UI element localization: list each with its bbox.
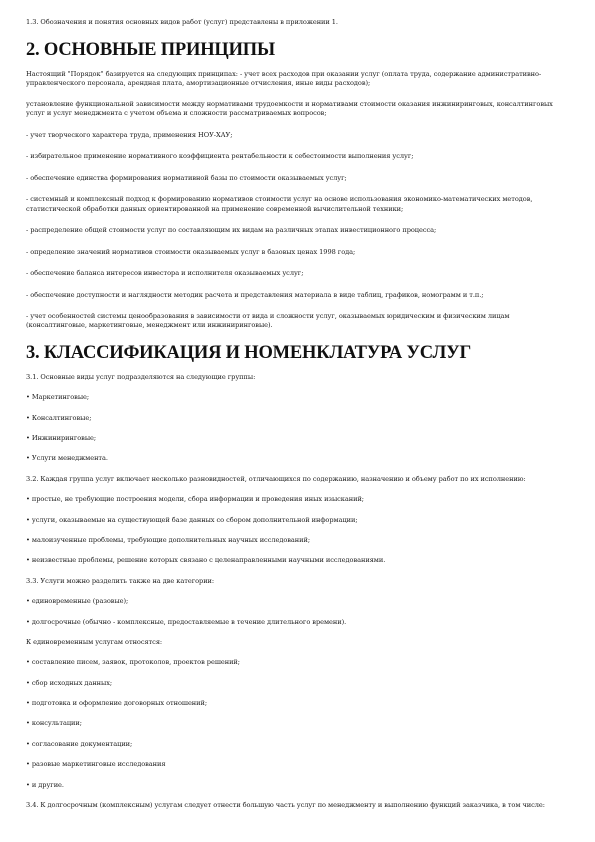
list-item: • простые, не требующие построения модели, сбора информации и проведения иных изысканий; [26,495,364,504]
section-2-heading: 2. ОСНОВНЫЕ ПРИНЦИПЫ [26,39,275,60]
paragraph: К единовременным услугам относятся: [26,637,163,646]
list-item: • Услуги менеджмента. [26,454,108,463]
list-item: • и другие. [26,780,64,789]
section-3-heading: 3. КЛАССИФИКАЦИЯ И НОМЕНКЛАТУРА УСЛУГ [26,342,472,363]
paragraph: - системный и комплексный подход к формированию нормативов стоимости услуг на основе использования экономико-математических методов, статистической обработки данных ориентированной на применение современной вычислительной техники; [26,195,533,213]
paragraph: - избирательное применение нормативного коэффициента рентабельности к себестоимости выполнения услуг; [26,152,414,161]
list-item: • разовые маркетинговые исследования [26,760,166,769]
paragraph: 3.2. Каждая группа услуг включает несколько разновидностей, отличающихся по содержанию, назначению и объему работ по их исполнению: [26,474,526,483]
paragraph: - учет творческого характера труда, применения НОУ-ХАУ; [26,130,233,139]
list-item: • сбор исходных данных; [26,678,113,687]
intro-paragraph: 1.3. Обозначения и понятия основных видов работ (услуг) представлены в приложении 1. [26,18,338,26]
paragraph: - обеспечение доступности и наглядности методик расчета и представления материала в виде таблиц, графиков, номограмм и т.п.; [26,290,484,299]
list-item: • Маркетинговые; [26,393,90,402]
list-item: • услуги, оказываемые на существующей базе данных со сбором дополнительной информации; [26,515,358,524]
paragraph: 3.3. Услуги можно разделить также на две категории: [26,576,215,585]
paragraph: - обеспечение единства формирования нормативной базы по стоимости оказываемых услуг; [26,173,347,182]
list-item: • единовременные (разовые); [26,597,129,606]
list-item: • составление писем, заявок, протоколов, проектов решений; [26,658,240,667]
paragraph: 3.1. Основные виды услуг подразделяются на следующие группы: [26,372,256,381]
list-item: • подготовка и оформление договорных отношений; [26,699,208,708]
paragraph: - определение значений нормативов стоимости оказываемых услуг в базовых ценах 1998 года; [26,247,356,256]
section-2-body [26,70,571,331]
list-item: • Консалтинговые; [26,413,92,422]
list-item: • консультации; [26,719,82,728]
paragraph: установление функциональной зависимости между нормативами трудоемкости и нормативами стоимости оказания инжиниринговых, консалтинговых услуг и услуг менеджмента с учетом объема и сложности рассматриваемых вопросов; [26,100,553,118]
list-item: • малоизученные проблемы, требующие дополнительных научных исследований; [26,535,311,544]
list-item: • долгосрочные (обычно - комплексные, предоставляемые в течение длительного времени). [26,617,347,626]
paragraph: 3.4. К долгосрочным (комплексным) услугам следует отнести большую часть услуг по менеджменту и выполнению функций заказчика, в том числе: [26,801,545,810]
paragraph: - распределение общей стоимости услуг по составляющим их видам на различных этапах инвестиционного процесса; [26,226,437,235]
paragraph: - учет особенностей системы ценообразования в зависимости от вида и сложности услуг, оказываемых юридическим и физическим лицам (консалтинговые, маркетинговые, менеджмент или инжиниринговые). [26,312,510,330]
paragraph: Настоящий "Порядок" базируется на следующих принципах: - учет всех расходов при оказании услуг (оплата труда, содержание административно-управленческого персонала, арендная плата, амортизационные отчисления, иные виды расходов); [26,69,542,87]
list-item: • Инжиниринговые; [26,433,97,442]
list-item: • согласование документации; [26,739,133,748]
section-3-body [26,373,571,810]
list-item: • неизвестные проблемы, решение которых связано с целенаправленными научными исследованиями. [26,556,386,565]
paragraph: - обеспечение баланса интересов инвестора и исполнителя оказываемых услуг; [26,269,304,278]
